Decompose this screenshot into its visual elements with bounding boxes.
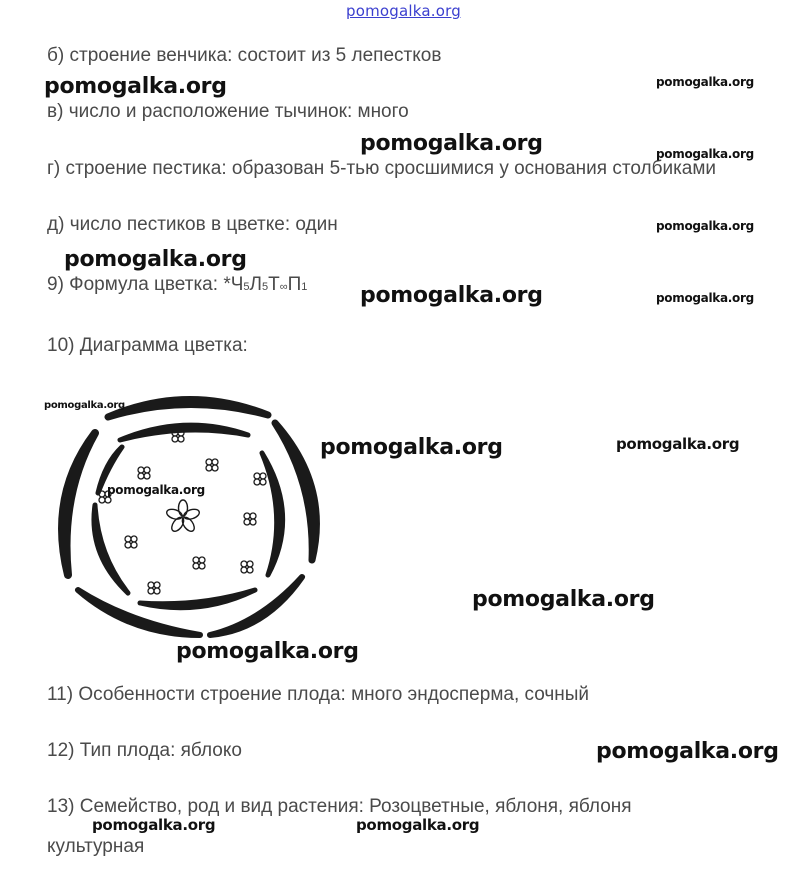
formula-label: 9) Формула цветка: [47, 274, 219, 295]
watermark: pomogalka.org [656, 147, 754, 161]
watermark: pomogalka.org [107, 483, 205, 497]
formula-calyx: Ч [230, 274, 244, 295]
watermark: pomogalka.org [356, 816, 480, 834]
gynoecium [165, 500, 200, 533]
watermark: pomogalka.org [44, 400, 125, 411]
stamen [148, 582, 160, 594]
watermark: pomogalka.org [360, 131, 543, 156]
formula-corolla-count: 5 [261, 281, 269, 293]
formula-corolla: Л [249, 274, 262, 295]
stamen [138, 467, 150, 479]
flower-diagram [50, 385, 325, 645]
watermark: pomogalka.org [176, 639, 359, 664]
formula-star: * [223, 274, 231, 295]
stamen [193, 557, 205, 569]
pistil-structure-line: г) строение пестика: образован 5-тью сросшимися у основания столбиками [47, 158, 717, 179]
watermark: pomogalka.org [616, 435, 740, 453]
fruit-type-line: 12) Тип плода: яблоко [47, 740, 242, 761]
flower-formula-line [47, 274, 307, 298]
stamen [241, 561, 253, 573]
watermark: pomogalka.org [656, 75, 754, 89]
stamen [206, 459, 218, 471]
petal-bottom [140, 590, 255, 608]
watermark: pomogalka.org [64, 247, 247, 272]
site-header-link[interactable]: pomogalka.org [346, 2, 461, 20]
watermark: pomogalka.org [472, 587, 655, 612]
pistil-count-line: д) число пестиков в цветке: один [47, 214, 338, 235]
watermark: pomogalka.org [92, 816, 216, 834]
formula-stamens: Т [268, 274, 280, 295]
formula-stamens-count: ∞ [279, 281, 288, 293]
stamen [254, 473, 266, 485]
watermark: pomogalka.org [360, 283, 543, 308]
inner-petals [94, 425, 283, 608]
sepal-left [62, 433, 95, 575]
formula-calyx-count: 5 [243, 281, 250, 293]
sepal-bottom-left [78, 590, 200, 635]
formula-pistil-count: 1 [301, 281, 308, 293]
petal-right [262, 453, 283, 575]
stamen [244, 513, 256, 525]
watermark: pomogalka.org [656, 219, 754, 233]
watermark: pomogalka.org [320, 435, 503, 460]
stamens-line: в) число и расположение тычинок: много [47, 101, 409, 122]
fruit-features-line: 11) Особенности строение плода: много эндосперма, сочный [47, 684, 590, 705]
plant-family-line: 13) Семейство, род и вид растения: Розоцветные, яблоня, яблоня [47, 796, 632, 817]
stamen [125, 536, 137, 548]
sepal-bottom-right [210, 577, 302, 635]
watermark: pomogalka.org [656, 291, 754, 305]
sepal-top [108, 399, 268, 417]
stamens [99, 430, 266, 594]
corolla-structure-line: б) строение венчика: состоит из 5 лепестков [47, 45, 442, 66]
diagram-label: 10) Диаграмма цветка: [47, 335, 248, 356]
watermark: pomogalka.org [44, 74, 227, 99]
petal-left-lower [94, 505, 128, 593]
plant-family-line-continued: культурная [47, 836, 145, 857]
watermark: pomogalka.org [596, 739, 779, 764]
formula-pistil: П [287, 274, 302, 295]
